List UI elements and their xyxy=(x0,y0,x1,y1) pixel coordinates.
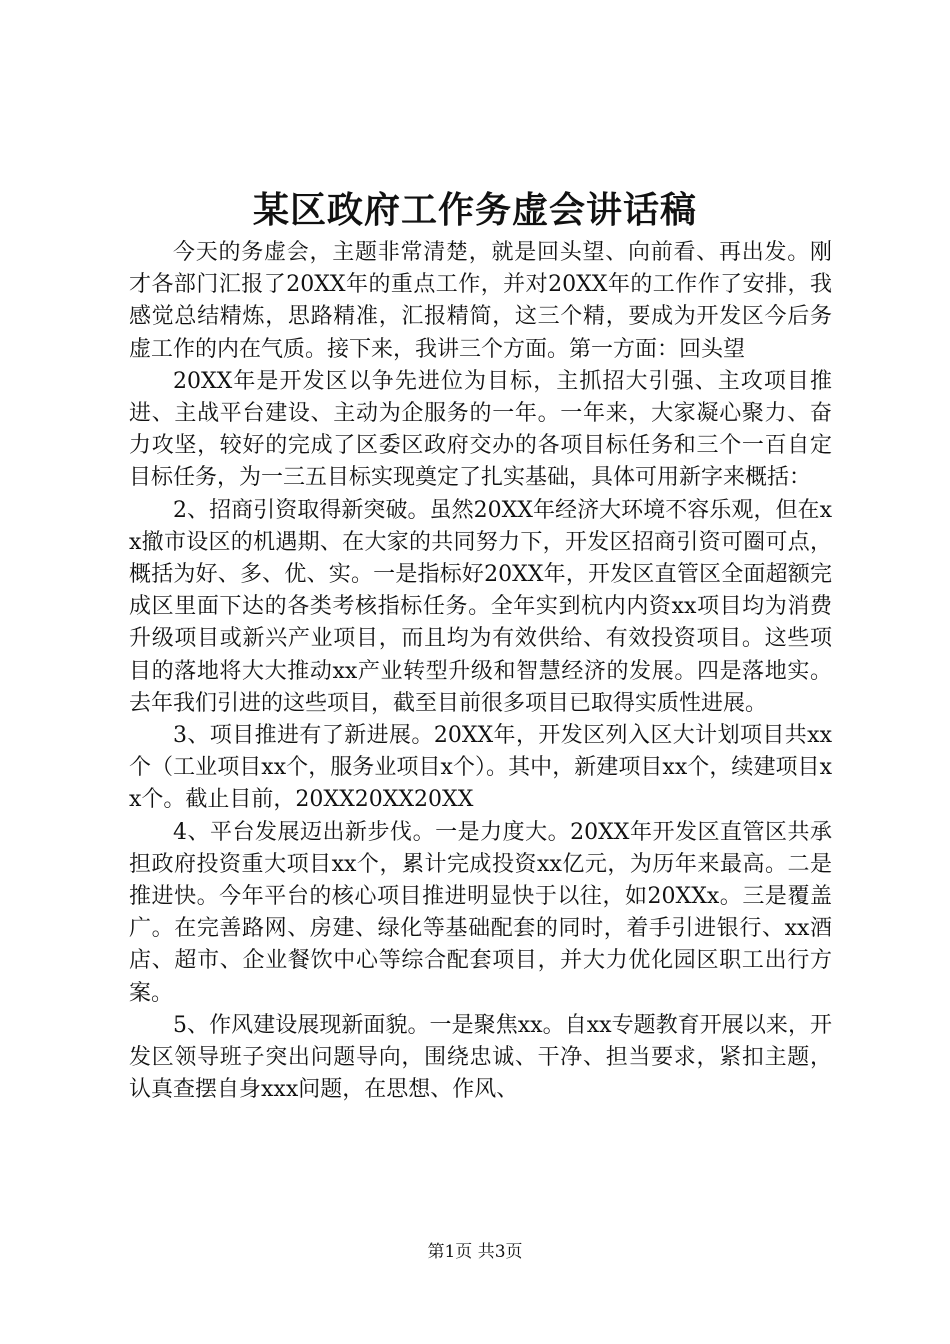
paragraph-1: 今天的务虚会，主题非常清楚，就是回头望、向前看、再出发。刚才各部门汇报了20XX年的重点工作，并对20XX年的工作作了安排，我感觉总结精炼，思路精准，汇报精简，这三个精，要成为开发区今后务虚工作的内在气质。接下来，我讲三个方面。第一方面：回头望 xyxy=(129,240,832,362)
paragraph-4: 3、项目推进有了新进展。20XX年，开发区列入区大计划项目共xx个（工业项目xx个，服务业项目x个）。其中，新建项目xx个，续建项目xx个。截止目前，20XX20XX20XX xyxy=(129,723,832,813)
document-body xyxy=(129,237,832,1106)
paragraph-6: 5、作风建设展现新面貌。一是聚焦xx。自xx专题教育开展以来，开发区领导班子突出问题导向，围绕忠诚、干净、担当要求，紧扣主题，认真查摆自身xxx问题，在思想、作风、 xyxy=(129,1012,832,1103)
paragraph-2: 20XX年是开发区以争先进位为目标，主抓招大引强、主攻项目推进、主战平台建设、主动为企服务的一年。一年来，大家凝心聚力、奋力攻坚，较好的完成了区委区政府交办的各项目标任务和三个一百自定目标任务，为一三五目标实现奠定了扎实基础，具体可用新字来概括： xyxy=(129,368,832,491)
paragraph-3: 2、招商引资取得新突破。虽然20XX年经济大环境不容乐观，但在xx撤市设区的机遇期、在大家的共同努力下，开发区招商引资可圈可点，概括为好、多、优、实。一是指标好20XX年，开发区直管区全面超额完成区里面下达的各类考核指标任务。全年实到杭内内资xx项目均为消费升级项目或新兴产业项目，而且均为有效供给、有效投资项目。这些项目的落地将大大推动xx产业转型升级和智慧经济的发展。四是落地实。去年我们引进的这些项目，截至目前很多项目已取得实质性进展。 xyxy=(129,497,832,716)
paragraph-5: 4、平台发展迈出新步伐。一是力度大。20XX年开发区直管区共承担政府投资重大项目xx个，累计完成投资xx亿元，为历年来最高。二是推进快。今年平台的核心项目推进明显快于以往，如20XXx。三是覆盖广。在完善路网、房建、绿化等基础配套的同时，着手引进银行、xx酒店、超市、企业餐饮中心等综合配套项目，并大力优化园区职工出行方案。 xyxy=(129,819,832,1006)
page-number: 第1页 共3页 xyxy=(427,1242,523,1262)
document-title: 某区政府工作务虚会讲话稿 xyxy=(252,189,697,231)
